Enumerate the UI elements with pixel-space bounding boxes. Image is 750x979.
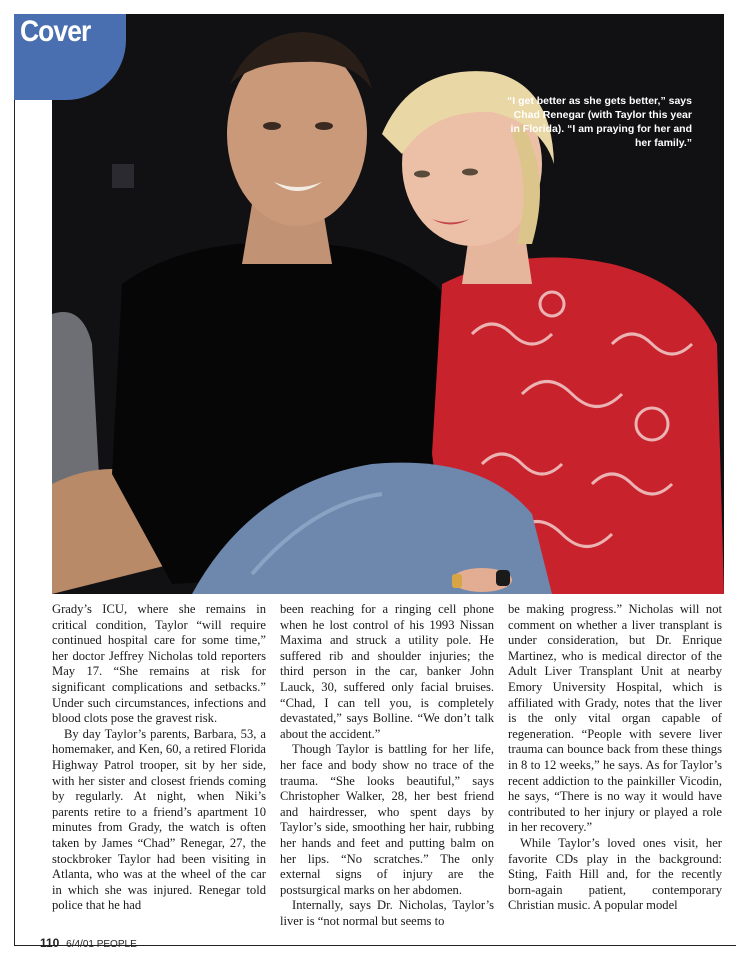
paragraph: be making progress.” Nicholas will not comment on whether a liver transplant is under consideration, but Dr. Enrique Martinez, who is medical director of the Adult Liver Transplant Unit at nearby Emory University Hospital, which is affiliated with Grady, notes that the liver is the only vital organ capable of regeneration. “People with severe liver trauma can bounce back from these things in 8 to 12 weeks,” he says. As for Taylor’s recent addiction to the painkiller Vicodin, he says, “There is no way it would have contributed to her injury or played a role in her recovery.” [508, 602, 722, 835]
paragraph: been reaching for a ringing cell phone when he lost control of his 1993 Nissan Maxima and struck a utility pole. He suffered rib and shoulder injuries; the third person in the car, banker John Lauck, 30, suffered only facial bruises. “Chad, I can tell you, is completely devastated,” says Bolline. “We don’t talk about the accident.” [280, 602, 494, 741]
paragraph: Internally, says Dr. Nicholas, Taylor’s liver is “not normal but seems to [280, 898, 494, 928]
issue-label: 6/4/01 PEOPLE [66, 939, 137, 950]
paragraph: Though Taylor is battling for her life, her face and body show no trace of the trauma. “She looks beautiful,” says Christopher Walker, 28, her best friend and hairdresser, who spent days by Taylor’s side, smoothing her hair, rubbing her hands and feet and putting balm on her lips. “No scratches.” The only external signs of injury are the postsurgical marks on her abdomen. [280, 742, 494, 897]
article-column-1 [52, 602, 266, 913]
paragraph: By day Taylor’s parents, Barbara, 53, a homemaker, and Ken, 60, a retired Florida Highway Patrol trooper, sit by her side, with her sister and closest friends coming by regularly. At night, when Niki’s parents retire to a friend’s apartment 10 minutes from Grady, the watch is often taken by James “Chad” Renegar, 27, the stockbroker Taylor had been visiting in Atlanta, who was at the wheel of the car in which she was injured. Renegar told police that he had [52, 726, 266, 913]
couple-photo [52, 14, 724, 594]
article-column-3 [508, 602, 722, 913]
photo-caption: “I get better as she gets better,” says Chad Renegar (with Taylor this year in Florida). “I am praying for her and her family.” [507, 95, 692, 149]
article-body [52, 602, 722, 928]
article-column-2 [280, 602, 494, 928]
paragraph: Grady’s ICU, where she remains in critical condition, Taylor “will require continued hospital care for some time,” her doctor Jeffrey Nicholas told reporters May 17. “She remains at risk for significant complications and setbacks.” Under such circumstances, infections and blood clots pose the gravest risk. [52, 602, 266, 726]
paragraph: While Taylor’s loved ones visit, her favorite CDs play in the background: Sting, Faith Hill and, for the recently born-again patient, contemporary Christian music. A popular model [508, 835, 722, 913]
page-footer [40, 936, 137, 950]
page-number: 110 [40, 936, 60, 950]
section-label: Cover [20, 15, 91, 48]
